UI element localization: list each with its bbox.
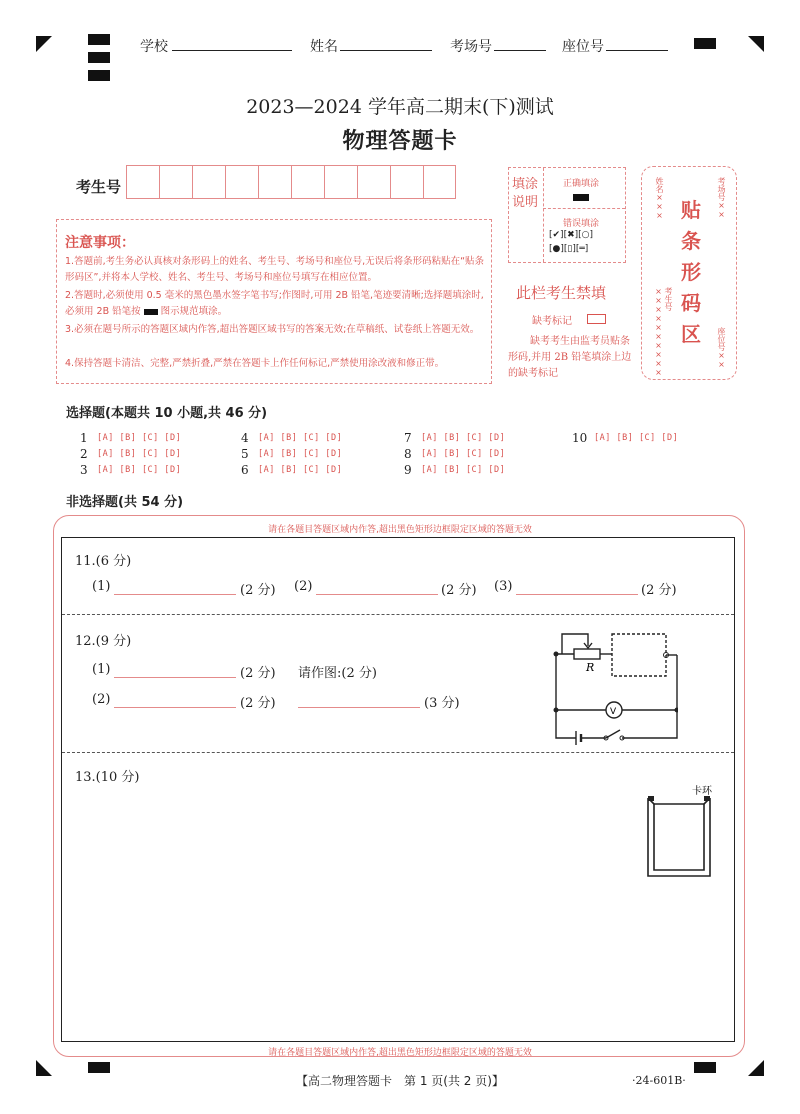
- mc-options[interactable]: [A] [B] [C] [D]: [421, 433, 506, 443]
- notice-item-text: 2.答题时,必须使用 0.5 毫米的黑色墨水签字笔书写;作图时,可用 2B 铅笔,笔迹要清晰;选择题填涂时,必须用 2B 铅笔按: [65, 290, 484, 317]
- mc-number: 1: [80, 431, 88, 445]
- q12-part-1: (1): [92, 662, 111, 677]
- q11-answer-1[interactable]: [114, 594, 236, 595]
- exam-room-field[interactable]: [494, 50, 546, 51]
- exam-number-cell[interactable]: [225, 165, 258, 199]
- barcode-seat-hint: 座位号××: [717, 327, 726, 369]
- barcode-area: [641, 166, 737, 380]
- wrong-fill-row: [●][▯][═]: [549, 244, 589, 254]
- notice-item-text: 图示规范填涂。: [160, 306, 228, 317]
- timing-mark: [88, 52, 110, 63]
- mc-number: 10: [572, 431, 588, 445]
- question-divider: [62, 614, 734, 615]
- timing-mark: [694, 38, 716, 49]
- exam-number-grid[interactable]: [126, 165, 456, 199]
- paper-code: ·24-601B·: [632, 1074, 686, 1087]
- q11-answer-2[interactable]: [316, 594, 438, 595]
- absent-mark-label: 缺考标记: [532, 316, 572, 327]
- q13-title: 13.(10 分): [75, 770, 140, 785]
- notice-item: [65, 288, 485, 320]
- absent-note: 缺考考生由监考员贴条形码,并用 2B 铅笔填涂上边的缺考标记: [508, 336, 632, 379]
- voltmeter-label: V: [610, 707, 617, 717]
- container-diagram: [640, 784, 720, 880]
- q11-title: 11.(6 分): [75, 554, 132, 569]
- corner-mark-top-left: [36, 36, 52, 52]
- notice-box: [56, 219, 492, 384]
- q12-draw-label: 请作图:(2 分): [298, 666, 377, 681]
- q12-score-1: (2 分): [240, 666, 276, 681]
- mc-options[interactable]: [A] [B] [C] [D]: [594, 433, 679, 443]
- barcode-char: 条: [681, 229, 701, 253]
- exam-number-cell[interactable]: [423, 165, 456, 199]
- exam-number-cell[interactable]: [126, 165, 159, 199]
- q13-answer-area[interactable]: [70, 790, 630, 1030]
- exam-title: 2023—2024 学年高二期末(下)测试: [246, 96, 554, 118]
- exam-number-label: 考生号: [76, 178, 122, 196]
- warning-bottom: 请在各题目答题区域内作答,超出黑色矩形边框限定区域的答题无效: [268, 1048, 532, 1058]
- page-footer: 【高二物理答题卡 第 1 页(共 2 页)】: [296, 1074, 504, 1088]
- q11-score-3: (2 分): [641, 583, 677, 598]
- mc-number: 5: [241, 447, 249, 461]
- q12-score-2: (2 分): [240, 696, 276, 711]
- exam-number-cell[interactable]: [192, 165, 225, 199]
- notice-item: 4.保持答题卡清洁、完整,严禁折叠,严禁在答题卡上作任何标记,严禁使用涂改液和修正带。: [65, 358, 445, 369]
- wrong-fill-row: [✔][✖][○]: [549, 230, 594, 240]
- corner-mark-top-right: [748, 36, 764, 52]
- barcode-char: 区: [681, 322, 701, 346]
- name-field[interactable]: [340, 50, 432, 51]
- exam-number-cell[interactable]: [324, 165, 357, 199]
- q12-title: 12.(9 分): [75, 634, 132, 649]
- barcode-exam-room-hint: 考场号××: [717, 177, 726, 219]
- circuit-diagram[interactable]: [548, 628, 678, 748]
- resistor-label: R: [586, 661, 595, 674]
- barcode-char: 贴: [681, 198, 701, 222]
- q11-score-1: (2 分): [240, 583, 276, 598]
- filled-sample-mark: [144, 309, 158, 315]
- mc-options[interactable]: [A] [B] [C] [D]: [97, 433, 182, 443]
- exam-number-cell[interactable]: [258, 165, 291, 199]
- mc-number: 4: [241, 431, 249, 445]
- mc-number: 8: [404, 447, 412, 461]
- mc-section-title: 选择题(本题共 10 小题,共 46 分): [66, 406, 268, 421]
- non-mc-section-title: 非选择题(共 54 分): [66, 495, 184, 510]
- mc-options[interactable]: [A] [B] [C] [D]: [421, 465, 506, 475]
- barcode-char: 码: [681, 291, 701, 315]
- q11-part-2: (2): [294, 579, 313, 594]
- mc-options[interactable]: [A] [B] [C] [D]: [258, 465, 343, 475]
- forbid-title: 此栏考生禁填: [516, 284, 607, 302]
- exam-room-label: 考场号: [450, 39, 492, 55]
- seat-field[interactable]: [606, 50, 668, 51]
- mc-number: 6: [241, 463, 249, 477]
- wrong-fill-label: 错误填涂: [563, 219, 600, 229]
- notice-item: 3.必须在题号所示的答题区域内作答,超出答题区域书写的答案无效;在草稿纸、试卷纸上答题无效。: [65, 324, 480, 335]
- snap-ring-label: 卡环: [692, 786, 712, 797]
- school-label: 学校: [140, 39, 168, 55]
- barcode-candidate-hint: 考生号××××××××××: [654, 287, 673, 377]
- timing-mark: [88, 70, 110, 81]
- timing-mark: [88, 34, 110, 45]
- exam-number-cell[interactable]: [357, 165, 390, 199]
- exam-number-cell[interactable]: [291, 165, 324, 199]
- fill-instructions: [508, 167, 626, 263]
- q12-part-2: (2): [92, 692, 111, 707]
- fill-side-label: 填涂说明: [511, 177, 538, 210]
- notice-item: 1.答题前,考生务必认真核对条形码上的姓名、考生号、考场号和座位号,无误后将条形码粘贴在“贴条形码区”,并将本人学校、姓名、考生号、考场号和座位号填写在相应位置。: [65, 256, 485, 283]
- q11-part-1: (1): [92, 579, 111, 594]
- correct-fill-sample: [573, 194, 589, 201]
- mc-options[interactable]: [A] [B] [C] [D]: [97, 449, 182, 459]
- mc-number: 7: [404, 431, 412, 445]
- seat-label: 座位号: [562, 39, 604, 55]
- mc-number: 2: [80, 447, 88, 461]
- q11-answer-3[interactable]: [516, 594, 638, 595]
- correct-fill-label: 正确填涂: [563, 179, 600, 189]
- barcode-char: 形: [681, 260, 701, 284]
- q12-score-3: (3 分): [424, 696, 460, 711]
- warning-top: 请在各题目答题区域内作答,超出黑色矩形边框限定区域的答题无效: [268, 525, 532, 535]
- q12-answer-1[interactable]: [114, 677, 236, 678]
- mc-options[interactable]: [A] [B] [C] [D]: [258, 433, 343, 443]
- card-title: 物理答题卡: [342, 129, 458, 154]
- q11-part-3: (3): [494, 579, 513, 594]
- barcode-zone-label: [680, 195, 702, 350]
- q12-answer-2[interactable]: [114, 707, 236, 708]
- exam-number-cell[interactable]: [159, 165, 192, 199]
- name-label: 姓名: [310, 39, 338, 55]
- q12-answer-3[interactable]: [298, 707, 420, 708]
- absent-mark-box[interactable]: [587, 314, 606, 324]
- mc-options[interactable]: [A] [B] [C] [D]: [421, 449, 506, 459]
- mc-options[interactable]: [A] [B] [C] [D]: [258, 449, 343, 459]
- question-divider: [62, 752, 734, 753]
- mc-options[interactable]: [A] [B] [C] [D]: [97, 465, 182, 475]
- barcode-name-hint: 姓名×××: [655, 177, 664, 220]
- q11-score-2: (2 分): [441, 583, 477, 598]
- exam-number-cell[interactable]: [390, 165, 423, 199]
- notice-title: 注意事项：: [65, 235, 135, 251]
- mc-number: 3: [80, 463, 88, 477]
- mc-number: 9: [404, 463, 412, 477]
- school-field[interactable]: [172, 50, 292, 51]
